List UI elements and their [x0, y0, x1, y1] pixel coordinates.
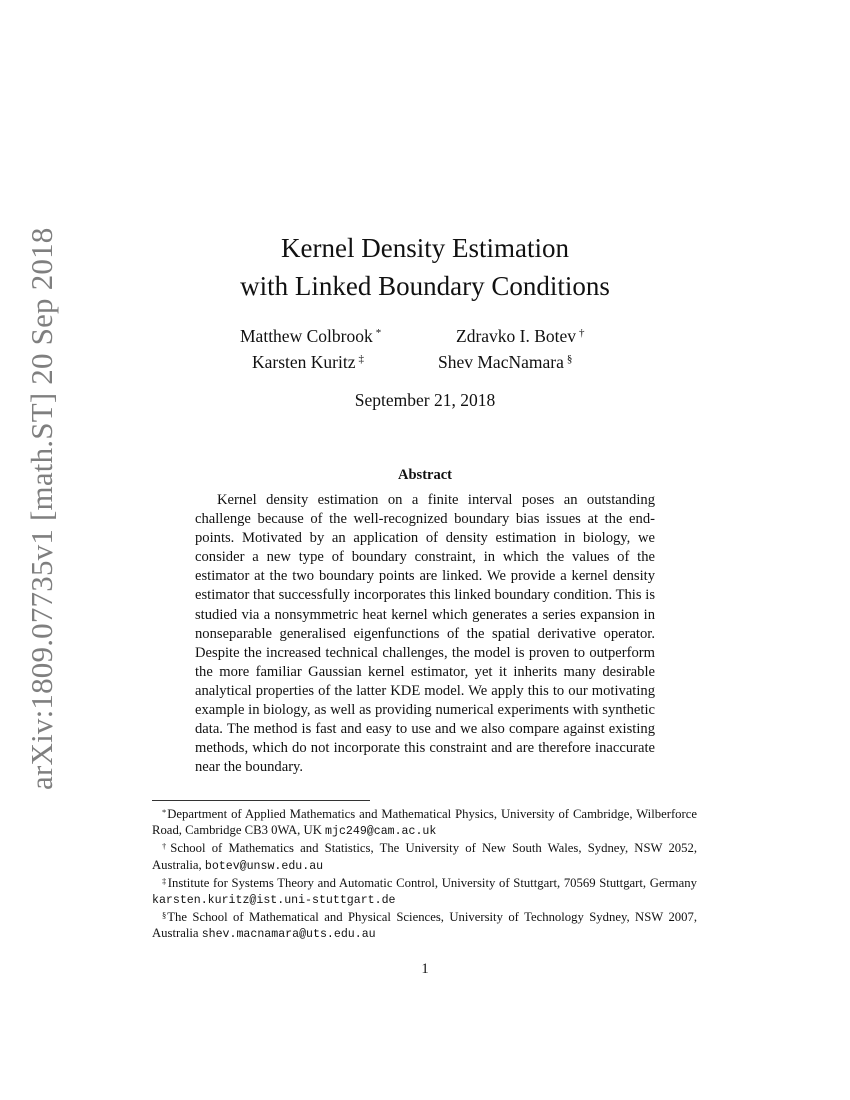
title-line-1: Kernel Density Estimation — [281, 233, 569, 263]
author-mark: † — [579, 327, 585, 339]
footnote-mark: * — [162, 807, 167, 817]
author-botev — [456, 325, 585, 347]
page-number: 1 — [421, 961, 429, 977]
paper-title — [140, 229, 710, 305]
footnote-email: botev@unsw.edu.au — [204, 859, 324, 873]
footnote-text: Institute for Systems Theory and Automatic Control, University of Stuttgart, 70569 Stuttgart, Germany — [167, 875, 697, 890]
footnote-email: mjc249@cam.ac.uk — [325, 825, 437, 839]
author-name: Matthew Colbrook — [240, 326, 373, 346]
author-macnamara — [438, 351, 572, 373]
author-mark: ‡ — [358, 353, 365, 365]
author-name: Shev MacNamara — [438, 352, 564, 372]
abstract-heading: Abstract — [398, 467, 452, 483]
author-name: Karsten Kuritz — [252, 352, 356, 372]
footnote-mark: ‡ — [162, 875, 167, 886]
author-mark: § — [566, 353, 573, 365]
footnote-text: School of Mathematics and Statistics, The University of New South Wales, Sydney, NSW 2052, Australia, — [152, 841, 697, 872]
footnote-email: shev.macnamara@uts.edu.au — [201, 928, 376, 942]
footnote-email: karsten.kuritz@ist.uni-stuttgart.de — [152, 894, 396, 908]
footnote-divider — [152, 800, 370, 801]
footnotes — [152, 806, 697, 944]
author-kuritz — [252, 351, 364, 373]
abstract-body: Kernel density estimation on a finite interval poses an outstanding challenge because of the well-recognized boundary bias issues at the end-points. Motivated by an application of density estimation in biology, we consider a new type of boundary constraint, in which the values of the estimator at the two boundary points are linked. We provide a kernel density estimator that successfully incorporates this linked boundary condition. This is studied via a nonsymmetric heat kernel which generates a series expansion in nonseparable generalised eigenfunctions of the spatial derivative operator. Despite the increased technical challenges, the model is proven to outperform the more familiar Gaussian kernel estimator, yet it inherits many desirable analytical properties of the latter KDE model. We apply this to our motivating example in biology, as well as providing numerical experiments with synthetic data. The method is fast and easy to use and we also compare against existing methods, which do not incorporate this constraint and are therefore inaccurate near the boundary. — [195, 492, 655, 776]
footnote-text: Department of Applied Mathematics and Mathematical Physics, University of Cambridge, Wilberforce Road, Cambridge CB3 0WA, UK — [152, 807, 697, 838]
footnote-3 — [152, 875, 697, 909]
publication-date: September 21, 2018 — [354, 390, 496, 410]
author-mark: * — [375, 327, 382, 339]
title-line-2: with Linked Boundary Conditions — [240, 271, 610, 301]
footnote-mark: † — [162, 841, 170, 852]
footnote-text: The School of Mathematical and Physical Sciences, University of Technology Sydney, NSW 2007, Australia — [152, 910, 697, 941]
arxiv-identifier-stamp: arXiv:1809.07735v1 [math.ST] 20 Sep 2018 — [24, 227, 59, 790]
author-colbrook — [240, 325, 381, 347]
footnote-mark: § — [162, 910, 167, 921]
footnote-1 — [152, 806, 697, 840]
footnote-2 — [152, 840, 697, 874]
author-name: Zdravko I. Botev — [456, 326, 577, 346]
footnote-4 — [152, 909, 697, 943]
